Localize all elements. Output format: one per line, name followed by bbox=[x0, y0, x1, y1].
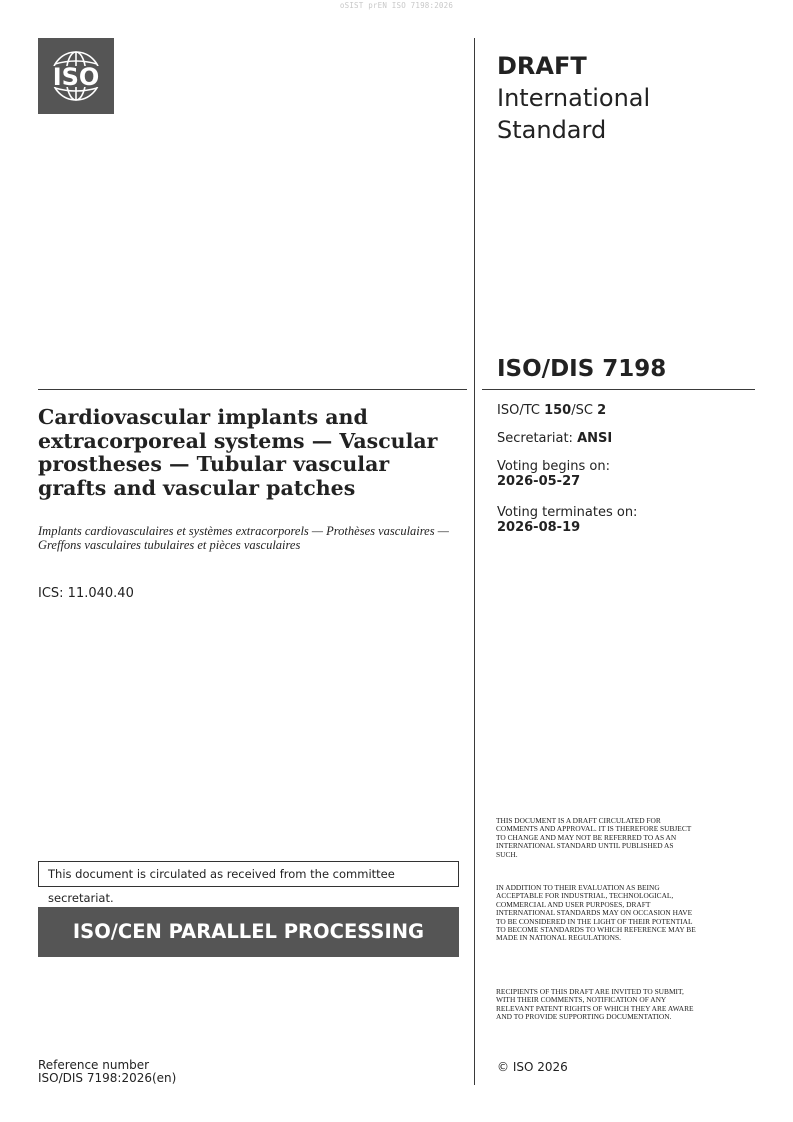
draft-notice-1: THIS DOCUMENT IS A DRAFT CIRCULATED FOR COMMENTS AND APPROVAL. IT IS THEREFORE SUBJECT TO CHANGE AND MAY NOT BE REFERRED TO AS AN INTERNATIONAL STANDARD UNTIL PUBLISHED AS SUCH. bbox=[496, 816, 692, 859]
draft-notice-2: IN ADDITION TO THEIR EVALUATION AS BEING ACCEPTABLE FOR INDUSTRIAL, TECHNOLOGICAL, COMMERCIAL AND USER PURPOSES, DRAFT INTERNATIONAL STANDARDS MAY ON OCCASION HAVE TO BE CONSIDERED IN THE LIGHT OF THEIR POTENTIAL TO BECOME STANDARDS TO WHICH REFERENCE MAY BE MADE IN NATIONAL REGULATIONS. bbox=[496, 883, 696, 943]
circulated-note: This document is circulated as received from the committee secretariat. bbox=[38, 861, 459, 887]
secretariat-label: Secretariat: bbox=[497, 431, 578, 446]
voting-terminates-date: 2026-08-19 bbox=[497, 520, 581, 535]
voting-terminates-label: Voting terminates on: bbox=[497, 505, 638, 520]
header-draft: DRAFT bbox=[497, 52, 587, 80]
committee-sc: 2 bbox=[597, 403, 607, 418]
committee-sep: /SC bbox=[571, 403, 598, 418]
iso-logo bbox=[38, 38, 114, 114]
voting-begins-label: Voting begins on: bbox=[497, 459, 611, 474]
committee-tc: 150 bbox=[544, 403, 572, 418]
document-designation: ISO/DIS 7198 bbox=[497, 356, 667, 382]
voting-begins-date: 2026-05-27 bbox=[497, 474, 581, 489]
committee-info bbox=[497, 403, 606, 418]
reference-value: ISO/DIS 7198:2026(en) bbox=[38, 1071, 177, 1085]
globe-icon bbox=[38, 38, 114, 114]
watermark: oSIST prEN ISO 7198:2026 bbox=[339, 1, 454, 10]
copyright: © ISO 2026 bbox=[497, 1060, 568, 1074]
committee-prefix: ISO/TC bbox=[497, 403, 545, 418]
document-title: Cardiovascular implants and extracorporeal systems — Vascular prostheses — Tubular vascular grafts and vascular patches bbox=[38, 405, 438, 500]
logo-text: ISO bbox=[52, 63, 100, 91]
document-title-french: Implants cardiovasculaires et systèmes extracorporels — Prothèses vasculaires — Greffons vasculaires tubulaires et pièces vasculaires bbox=[38, 524, 449, 552]
left-rule bbox=[38, 389, 467, 390]
right-rule bbox=[482, 389, 755, 390]
secretariat-value: ANSI bbox=[577, 431, 613, 446]
voting-begins bbox=[497, 459, 610, 489]
parallel-processing-banner: ISO/CEN PARALLEL PROCESSING bbox=[38, 907, 459, 957]
draft-notice-3: RECIPIENTS OF THIS DRAFT ARE INVITED TO SUBMIT, WITH THEIR COMMENTS, NOTIFICATION OF ANY RELEVANT PATENT RIGHTS OF WHICH THEY ARE AWARE AND TO PROVIDE SUPPORTING DOCUMENTATION. bbox=[496, 987, 694, 1022]
ics-code: ICS: 11.040.40 bbox=[38, 586, 134, 601]
header-document-type bbox=[497, 82, 650, 146]
voting-terminates bbox=[497, 505, 637, 535]
reference-number bbox=[38, 1059, 176, 1085]
header-line-international: International bbox=[497, 84, 651, 112]
header-line-standard: Standard bbox=[497, 116, 607, 144]
secretariat-info bbox=[497, 431, 612, 446]
vertical-divider bbox=[474, 38, 475, 1085]
reference-label: Reference number bbox=[38, 1058, 150, 1072]
